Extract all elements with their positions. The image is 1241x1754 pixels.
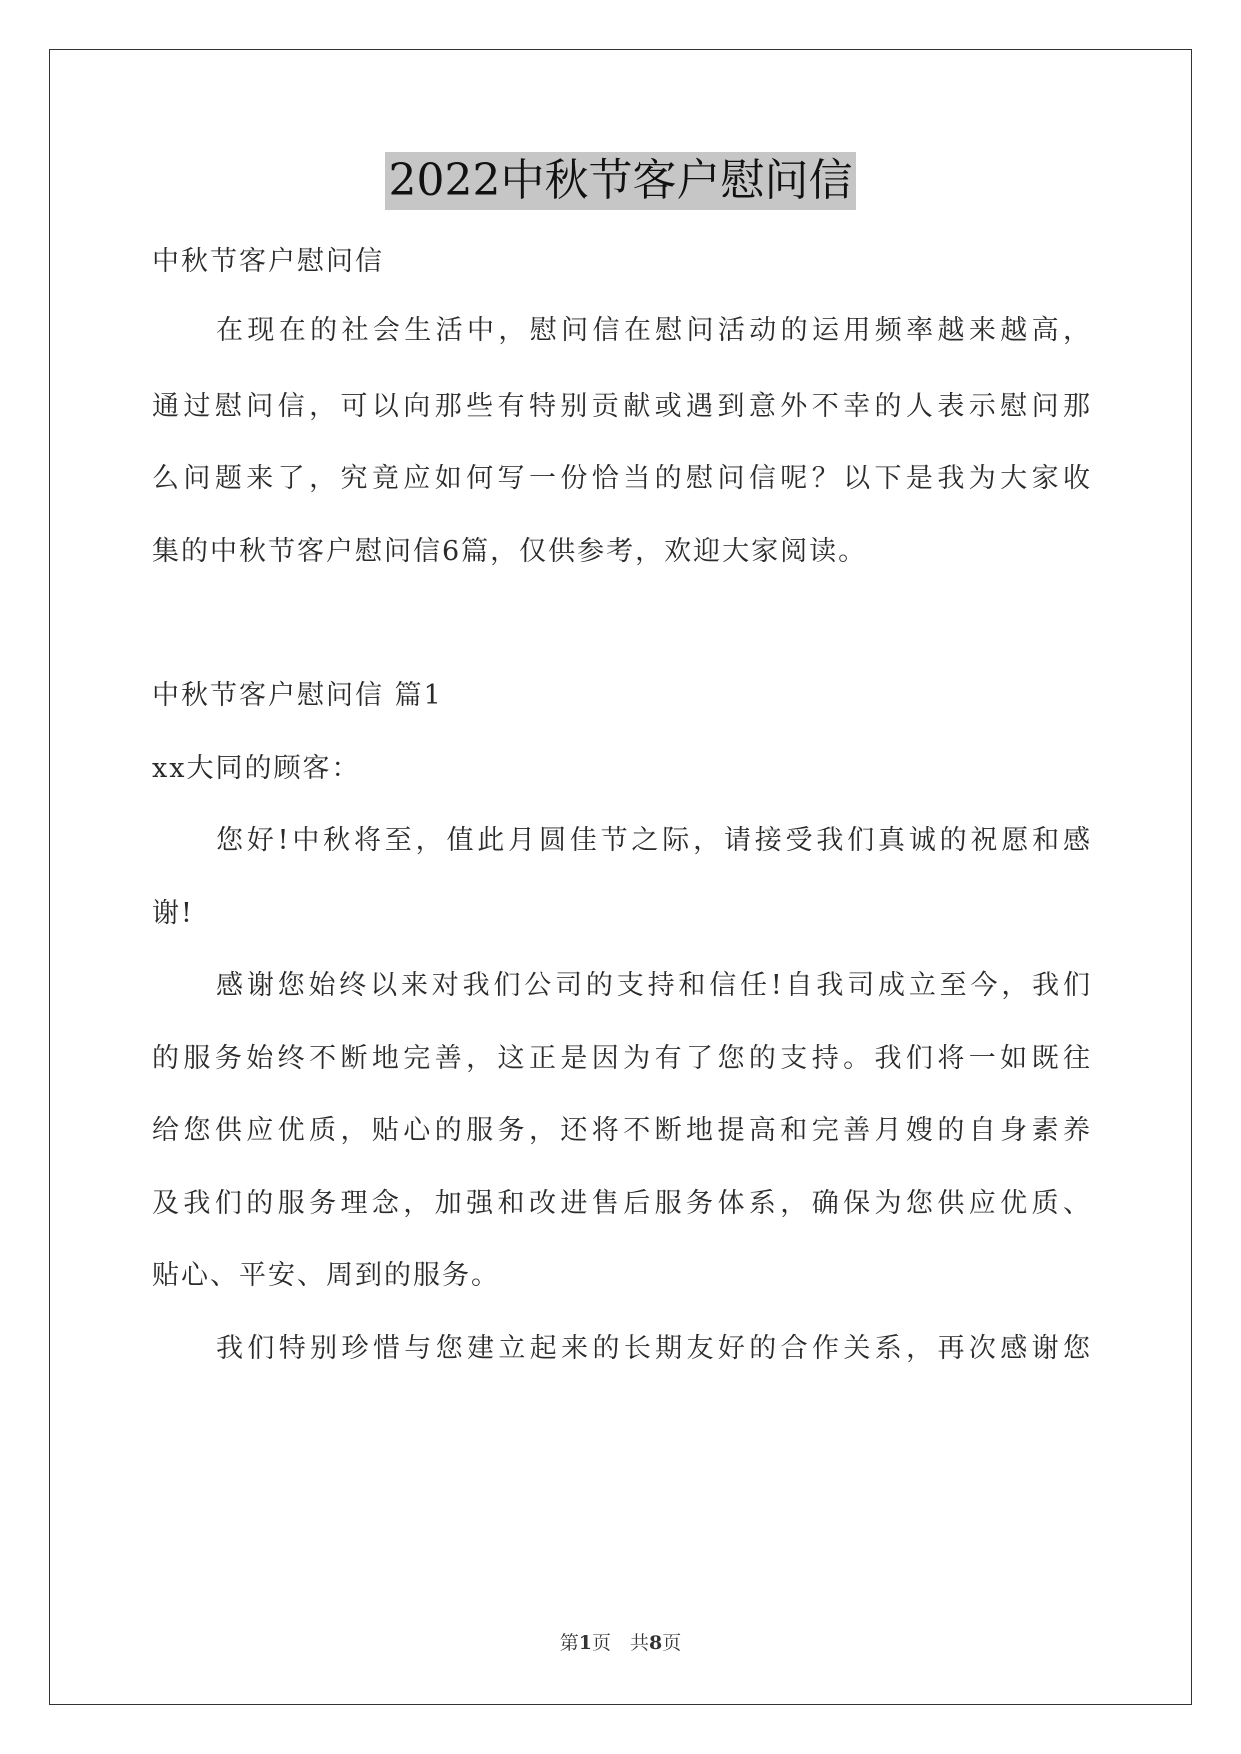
document-title	[0, 152, 1241, 210]
paragraph-line: 贴心、平安、周到的服务。	[152, 1260, 500, 1291]
paragraph-line: 的服务始终不断地完善，这正是因为有了您的支持。我们将一如既往	[152, 1043, 1092, 1074]
page-footer	[0, 1630, 1241, 1656]
paragraph-line: 我们特别珍惜与您建立起来的长期友好的合作关系，再次感谢您	[216, 1333, 1092, 1364]
footer-total-pages: 8	[649, 1632, 663, 1654]
footer-page-mid: 页 共	[591, 1632, 649, 1654]
paragraph-line: 通过慰问信，可以向那些有特别贡献或遇到意外不幸的人表示慰问那	[152, 391, 1092, 422]
footer-page-prefix: 第	[559, 1632, 579, 1654]
footer-page-number: 1	[578, 1632, 592, 1654]
subtitle-line: 中秋节客户慰问信	[152, 246, 384, 277]
section-heading: 中秋节客户慰问信 篇1	[152, 680, 443, 711]
paragraph-line: 及我们的服务理念，加强和改进售后服务体系，确保为您供应优质、	[152, 1188, 1092, 1219]
paragraph-line: 您好!中秋将至，值此月圆佳节之际，请接受我们真诚的祝愿和感	[216, 825, 1092, 856]
footer-page-suffix: 页	[662, 1632, 682, 1654]
paragraph-line: 么问题来了，究竟应如何写一份恰当的慰问信呢？以下是我为大家收	[152, 463, 1092, 494]
page-border	[49, 49, 1192, 1705]
paragraph-line: 在现在的社会生活中，慰问信在慰问活动的运用频率越来越高，	[216, 315, 1092, 346]
paragraph-line: 集的中秋节客户慰问信6篇，仅供参考，欢迎大家阅读。	[152, 536, 868, 567]
document-title-text: 2022中秋节客户慰问信	[385, 152, 857, 210]
paragraph-line: 谢!	[152, 898, 194, 929]
paragraph-line: 给您供应优质，贴心的服务，还将不断地提高和完善月嫂的自身素养	[152, 1115, 1092, 1146]
paragraph-line: 感谢您始终以来对我们公司的支持和信任!自我司成立至今，我们	[216, 970, 1092, 1001]
salutation-line: xx大同的顾客：	[152, 753, 361, 784]
